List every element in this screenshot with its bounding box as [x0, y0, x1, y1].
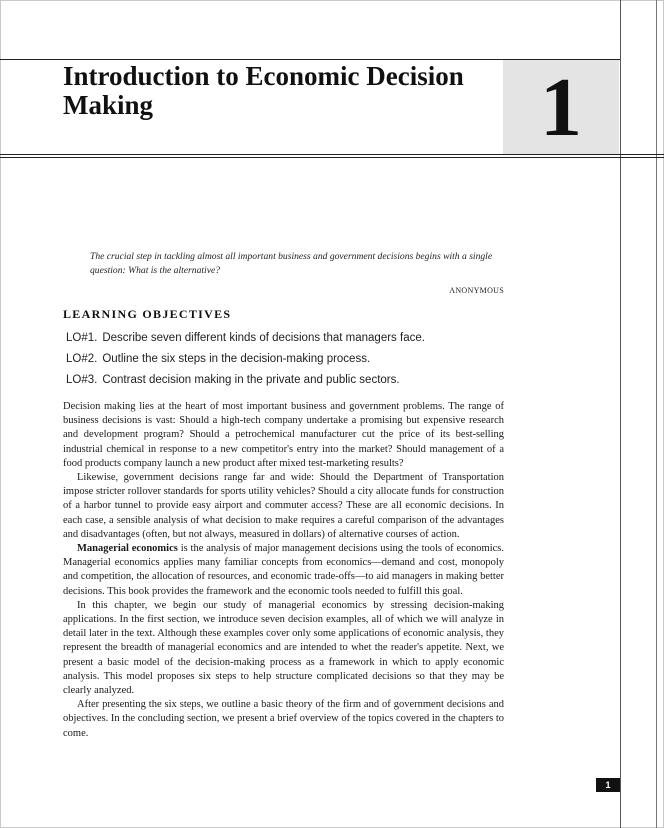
objective-id: LO#2.: [66, 353, 98, 365]
learning-objective-item: [66, 370, 425, 391]
body-paragraph-text: is the analysis of major management decisions using the tools of economics. Managerial economics applies many familiar concepts from economics—demand and cost, monopoly and competition, the allocation of resources, and economic trade-offs—to aid managers in making better decisions. This book provides the framework and the economic tools needed to fulfill this goal.: [63, 543, 504, 597]
objective-id: LO#3.: [66, 374, 98, 386]
learning-objectives-list: [66, 328, 425, 391]
epigraph-attribution: ANONYMOUS: [449, 286, 504, 295]
page-number: 1: [596, 778, 620, 792]
chapter-title: Introduction to Economic Decision Making: [63, 61, 464, 120]
body-paragraph: Decision making lies at the heart of most important business and government problems. The range of business decisions is vast: Should a high-tech company undertake a promising but expensive research and development program? Should a petrochemical manufacturer cut the price of its best-selling industrial chemical in response to a new competitor's entry into the market? Should management of a food products company launch a new product after mixed test-marketing results?: [63, 401, 504, 469]
objective-id: LO#1.: [66, 332, 98, 344]
learning-objective-item: [66, 349, 425, 370]
key-term: Managerial economics: [77, 543, 178, 555]
header-rule-bottom-2: [0, 157, 664, 158]
body-paragraph: After presenting the six steps, we outline a basic theory of the firm and of government decisions and objectives. In the concluding section, we present a brief overview of the topics covered in the chapters to come.: [63, 699, 504, 739]
body-paragraph: Likewise, government decisions range far and wide: Should the Department of Transportation impose stricter rollover standards for sports utility vehicles? Should a city allocate funds for construction of a harbor tunnel to provide easy airport and commuter access? These are all economic decisions. In each case, a sensible analysis of what decision to make requires a careful comparison of the advantages and disadvantages (often, but not always, measured in dollars) of alternative courses of action.: [63, 472, 504, 540]
chapter-intro-body: [63, 400, 504, 741]
objective-text: Describe seven different kinds of decisions that managers face.: [102, 332, 425, 344]
chapter-number-text: 1: [540, 60, 582, 154]
learning-objectives-heading: LEARNING OBJECTIVES: [63, 307, 232, 321]
margin-rule-inner: [620, 0, 621, 828]
body-paragraph: [63, 542, 504, 599]
learning-objective-item: [66, 328, 425, 349]
objective-text: Contrast decision making in the private and public sectors.: [102, 374, 400, 386]
epigraph-quote: The crucial step in tackling almost all important business and government decisions begins with a single question: What is the alternative?: [90, 251, 493, 276]
margin-rule-outer: [656, 0, 657, 828]
body-paragraph: In this chapter, we begin our study of managerial economics by stressing decision-making applications. In the first section, we introduce seven decision examples, all of which we will analyze in detail later in the text. Although these examples cover only some applications of economic analysis, they represent the breadth of managerial economics and are intended to whet the reader's appetite. Next, we present a basic model of the decision-making process as a framework in which to apply economic analysis. This model proposes six steps to help structure complicated decisions so that they may be clearly analyzed.: [63, 599, 504, 697]
objective-text: Outline the six steps in the decision-making process.: [102, 353, 371, 365]
chapter-number: [503, 60, 619, 154]
